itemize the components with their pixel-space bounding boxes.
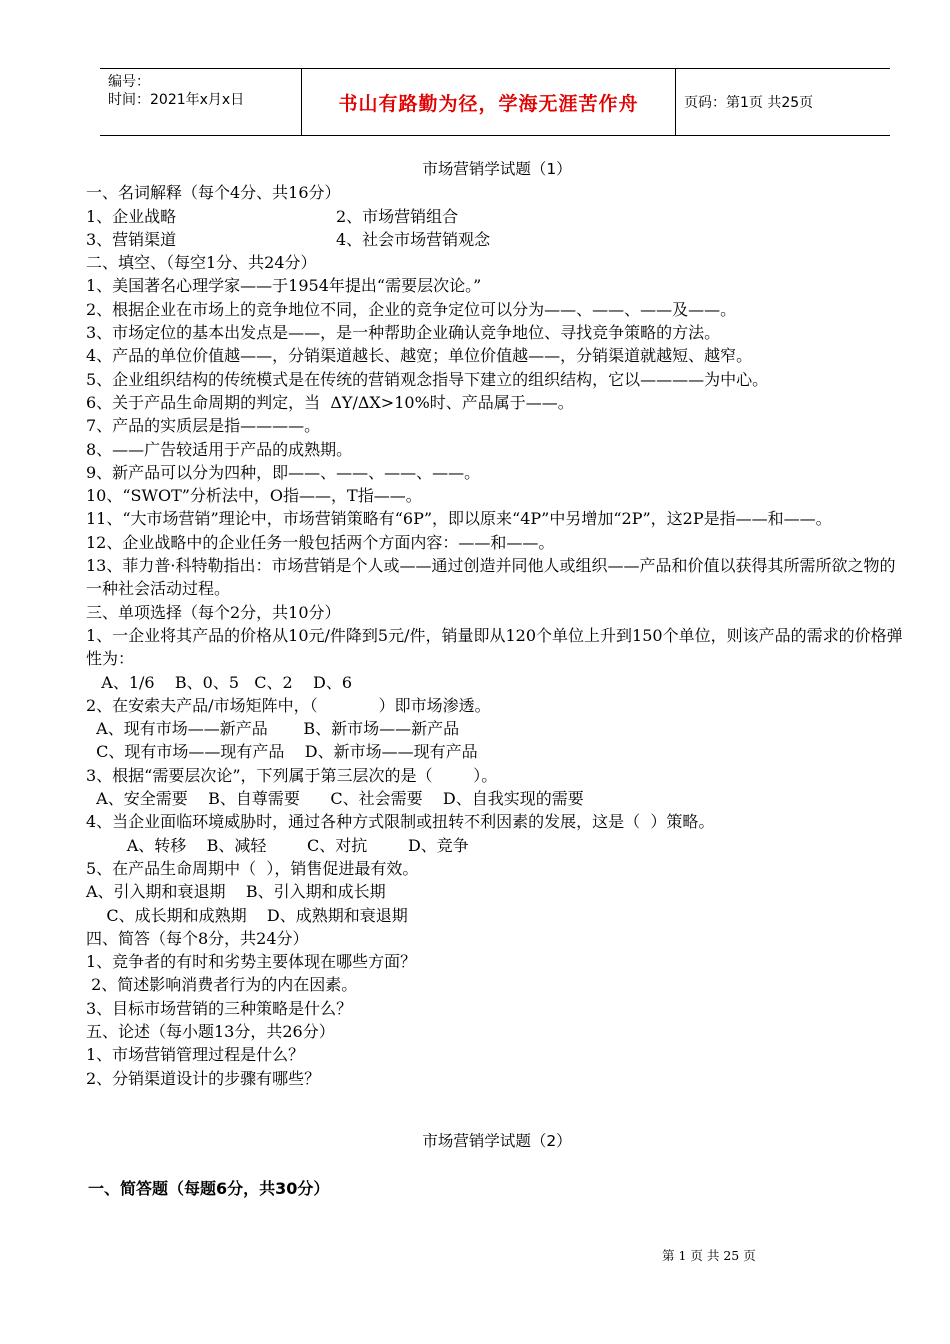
time-label: 时间：2021年x月x日 — [108, 92, 245, 108]
page-footer: 第 1 页 共 25 页 — [662, 1248, 756, 1263]
question-item: 6、关于产品生命周期的判定，当 ΔY/ΔX>10%时、产品属于——。 — [86, 392, 574, 412]
section-heading: 一、名词解释（每个4分、共16分） — [86, 183, 341, 203]
question-item: 10、“SWOT”分析法中，O指——，T指——。 — [86, 486, 422, 506]
question-item: 5、在产品生命周期中（ ），销售促进最有效。 — [86, 858, 419, 878]
number-label: 编号： — [108, 74, 150, 90]
term-item: 4、社会市场营销观念 — [336, 229, 491, 249]
question-item: 3、目标市场营销的三种策略是什么？ — [86, 998, 353, 1018]
question-item: 1、一企业将其产品的价格从10元/件降到5元/件，销量即从120个单位上升到150个单位，则该产品的需求的价格弹性为： — [86, 625, 903, 669]
question-item: 4、当企业面临环境威胁时，通过各种方式限制或扭转不利因素的发展，这是（ ）策略。 — [86, 812, 715, 832]
term-item: 1、企业战略 — [86, 206, 177, 226]
question-item: 5、企业组织结构的传统模式是在传统的营销观念指导下建立的组织结构，它以————为中心。 — [86, 369, 769, 389]
term-row — [86, 228, 908, 251]
question-item: 1、美国著名心理学家——于1954年提出“需要层次论。” — [86, 276, 482, 296]
question-item: 2、在安索夫产品/市场矩阵中，（ ）即市场渗透。 — [86, 695, 491, 715]
option-line: A、1/6 B、0、5 C、2 D、6 — [86, 672, 353, 692]
question-item: 4、产品的单位价值越——，分销渠道越长、越宽；单位价值越——，分销渠道就越短、越窄。 — [86, 346, 753, 366]
question-item: 9、新产品可以分为四种，即——、——、——、——。 — [86, 462, 481, 482]
option-line: A、现有市场——新产品 B、新市场——新产品 — [86, 719, 460, 739]
question-item: 3、根据“需要层次论”，下列属于第三层次的是（ ）。 — [86, 765, 498, 785]
section-heading: 四、简答（每个8分，共24分） — [86, 928, 309, 948]
option-line: A、安全需要 B、自尊需要 C、社会需要 D、自我实现的需要 — [86, 789, 584, 809]
question-item: 2、分销渠道设计的步骤有哪些？ — [86, 1068, 321, 1088]
document-header — [100, 68, 890, 136]
question-item: 2、根据企业在市场上的竞争地位不同，企业的竞争定位可以分为——、——、——及——。 — [86, 299, 737, 319]
question-item: 12、企业战略中的企业任务一般包括两个方面内容：——和——。 — [86, 532, 555, 552]
question-item: 3、市场定位的基本出发点是——，是一种帮助企业确认竞争地位、寻找竞争策略的方法。 — [86, 323, 721, 343]
question-item: 11、“大市场营销”理论中，市场营销策略有“6P”，即以原来“4P”中另增加“2P”，这2P是指——和——。 — [86, 509, 832, 529]
header-page-info: 页码：第1页 共25页 — [684, 95, 814, 111]
exam-2-title: 市场营销学试题（2） — [422, 1132, 572, 1150]
option-line: C、现有市场——现有产品 D、新市场——现有产品 — [86, 742, 478, 762]
term-item: 2、市场营销组合 — [336, 206, 459, 226]
term-row — [86, 205, 908, 228]
header-meta — [100, 69, 302, 135]
option-line: A、转移 B、减轻 C、对抗 D、竞争 — [86, 835, 469, 855]
question-item: 1、市场营销管理过程是什么？ — [86, 1045, 305, 1065]
question-item: 1、竞争者的有时和劣势主要体现在哪些方面？ — [86, 952, 417, 972]
exam-2-section-heading: 一、简答题（每题6分，共30分） — [88, 1179, 330, 1198]
question-item: 2、简述影响消费者行为的内在因素。 — [86, 975, 358, 995]
question-item: 8、——广告较适用于产品的成熟期。 — [86, 439, 353, 459]
exam-1 — [86, 158, 908, 1090]
question-item: 13、菲力普·科特勒指出：市场营销是个人或——通过创造并同他人或组织——产品和价值以获得其所需所欲之物的一种社会活动过程。 — [86, 556, 896, 599]
exam-1-title: 市场营销学试题（1） — [422, 160, 572, 178]
section-heading: 二、填空、（每空1分、共24分） — [86, 253, 317, 273]
option-line: A、引入期和衰退期 B、引入期和成长期 — [86, 882, 386, 902]
section-heading: 五、论述（每小题13分，共26分） — [86, 1021, 335, 1041]
header-motto: 书山有路勤为径，学海无涯苦作舟 — [302, 69, 676, 135]
option-line: C、成长期和成熟期 D、成熟期和衰退期 — [86, 905, 408, 925]
section-heading: 三、单项选择（每个2分，共10分） — [86, 602, 341, 622]
term-item: 3、营销渠道 — [86, 229, 177, 249]
question-item: 7、产品的实质层是指————。 — [86, 416, 321, 436]
